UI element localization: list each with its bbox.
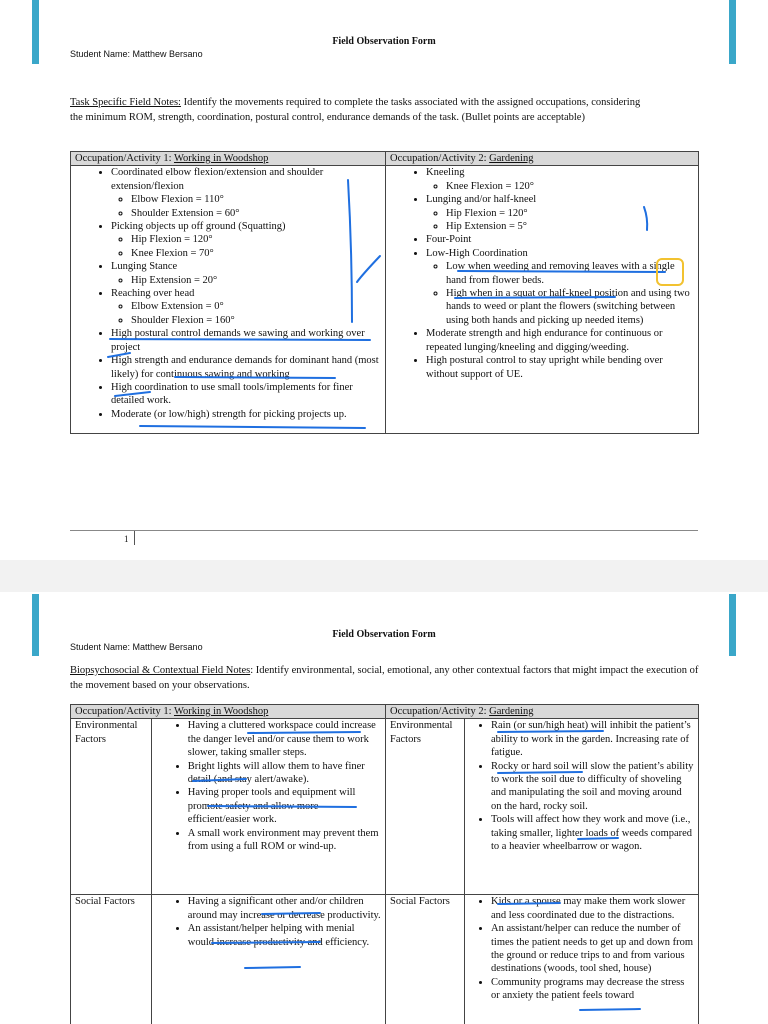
sub-item: ◦ High when in a squat or half-kneel position and using two hands to weed or plant the flowers (switching between using both hands and picking up needed items) — [446, 287, 694, 327]
page-accent-bar-left — [32, 0, 39, 64]
list-item: • High strength and endurance demands for dominant hand (most likely) for continuous sawing and working — [111, 354, 381, 381]
sub-item: ◦ Hip Extension = 20° — [131, 274, 381, 287]
page-number: 1 — [124, 534, 129, 544]
col1-cell — [71, 166, 386, 434]
col1-list — [75, 166, 381, 421]
intro-label: Biopsychosocial & Contextual Field Notes — [70, 665, 251, 676]
list-item: • Coordinated elbow flexion/extension and shoulder extension/flexion ◦ Elbow Flexion = 110° ◦ Shoulder Extension = 60° — [111, 166, 381, 220]
sub-item: ◦ Shoulder Flexion = 160° — [131, 314, 381, 327]
factor-cell — [151, 719, 385, 895]
list-item: • Four-Point — [426, 233, 694, 246]
intro-text — [70, 95, 650, 125]
list-item: • Moderate (or low/high) strength for picking projects up. — [111, 408, 381, 421]
col2-header: Occupation/Activity 2: Gardening — [386, 152, 699, 166]
sub-item: ◦ Hip Flexion = 120° — [446, 207, 694, 220]
student-name: Student Name: Matthew Bersano — [70, 49, 203, 59]
list-item: • Lunging and/or half-kneel ◦ Hip Flexion = 120° ◦ Hip Extension = 5° — [426, 193, 694, 233]
list-item: • High postural control demands we sawing and working over project — [111, 327, 381, 354]
sub-item: ◦ Low when weeding and removing leaves with a single hand from flower beds. — [446, 260, 694, 287]
student-name: Student Name: Matthew Bersano — [70, 642, 203, 652]
col1-header: Occupation/Activity 1: Working in Woodshop — [71, 152, 386, 166]
factor-cell — [465, 719, 699, 895]
list-item: • Moderate strength and high endurance for continuous or repeated lunging/kneeling and digging/weeding. — [426, 327, 694, 354]
sub-item: ◦ Hip Extension = 5° — [446, 220, 694, 233]
list-item: • Having proper tools and equipment will promote safety and allow more efficient/easier work. — [188, 786, 381, 826]
page-gap — [0, 560, 768, 592]
list-item: • Bright lights will allow them to have finer detail (and stay alert/awake). — [188, 760, 381, 787]
list-item: • Kids or a spouse may make them work slower and less coordinated due to the distractions. — [491, 895, 694, 922]
intro-body: : Identify environmental, social, emotional, any other contextual factors that might impact the execution of the movement based on your observations. — [70, 665, 699, 691]
list-item: • Tools will affect how they work and move (i.e., taking smaller, lighter loads of weeds compared to a heavier wheelbarrow or wagon. — [491, 813, 694, 853]
sub-item: ◦ Knee Flexion = 120° — [446, 180, 694, 193]
page-number-divider — [134, 531, 135, 545]
list-item: • An assistant/helper helping with menial would increase productivity and efficiency. — [188, 922, 381, 949]
footer-rule — [70, 530, 698, 531]
row-label: Environmental Factors — [386, 719, 465, 895]
list-item: • Having a cluttered workspace could increase the danger level and/or cause them to work slower, taking smaller steps. — [188, 719, 381, 759]
col1-header: Occupation/Activity 1: Working in Woodshop — [71, 705, 386, 719]
col2-cell — [386, 166, 699, 434]
list-item: • A small work environment may prevent them from using a full ROM or wind-up. — [188, 827, 381, 854]
intro-text — [70, 663, 700, 693]
intro-body: Identify the movements required to complete the tasks associated with the assigned occupations, considering the minimum ROM, strength, coordination, postural control, endurance demands of the task. (Bullet points are acceptable) — [70, 97, 641, 123]
occupation-table — [70, 151, 699, 434]
sub-item: ◦ Hip Flexion = 120° — [131, 233, 381, 246]
list-item: • Community programs may decrease the stress or anxiety the patient feels toward — [491, 976, 694, 1003]
factor-cell — [151, 895, 385, 1024]
factor-cell — [465, 895, 699, 1024]
list-item: • Having a significant other and/or children around may increase or decrease productivity. — [188, 895, 381, 922]
page-accent-bar-left — [32, 594, 39, 656]
contextual-table — [70, 704, 699, 1024]
list-item: • An assistant/helper can reduce the number of times the patient needs to get up and down from the ground or reduce trips to and from various destinations (woods, tool shed, house) — [491, 922, 694, 976]
list-item: • Lunging Stance ◦ Hip Extension = 20° — [111, 260, 381, 287]
col2-list — [390, 166, 694, 381]
col2-header: Occupation/Activity 2: Gardening — [386, 705, 699, 719]
list-item: • High coordination to use small tools/implements for finer detailed work. — [111, 381, 381, 408]
form-title: Field Observation Form — [332, 629, 436, 640]
sub-item: ◦ Shoulder Extension = 60° — [131, 207, 381, 220]
form-title: Field Observation Form — [332, 36, 436, 47]
sub-item: ◦ Knee Flexion = 70° — [131, 247, 381, 260]
list-item: • Reaching over head ◦ Elbow Extension = 0° ◦ Shoulder Flexion = 160° — [111, 287, 381, 327]
sub-item: ◦ Elbow Extension = 0° — [131, 300, 381, 313]
list-item: • High postural control to stay upright while bending over without support of UE. — [426, 354, 694, 381]
sub-item: ◦ Elbow Flexion = 110° — [131, 193, 381, 206]
list-item: • Low-High Coordination ◦ Low when weeding and removing leaves with a single hand from flower beds. ◦ High when in a squat or half-kneel position and using two hands to weed or plant the flowers (switching between using both hands and picking up needed items) — [426, 247, 694, 327]
page-accent-bar-right — [729, 594, 736, 656]
page-accent-bar-right — [729, 0, 736, 64]
intro-label: Task Specific Field Notes: — [70, 97, 181, 108]
page-2 — [0, 592, 768, 1024]
list-item: • Rain (or sun/high heat) will inhibit the patient’s ability to work in the garden. Increasing rate of fatigue. — [491, 719, 694, 759]
row-label: Social Factors — [386, 895, 465, 1024]
row-label: Environmental Factors — [71, 719, 152, 895]
list-item: • Picking objects up off ground (Squatting) ◦ Hip Flexion = 120° ◦ Knee Flexion = 70° — [111, 220, 381, 260]
list-item: • Kneeling ◦ Knee Flexion = 120° — [426, 166, 694, 193]
row-label: Social Factors — [71, 895, 152, 1024]
list-item: • Rocky or hard soil will slow the patient’s ability to work the soil due to difficulty of shoveling and manipulating the soil and moving around on the hard, rocky soil. — [491, 760, 694, 814]
